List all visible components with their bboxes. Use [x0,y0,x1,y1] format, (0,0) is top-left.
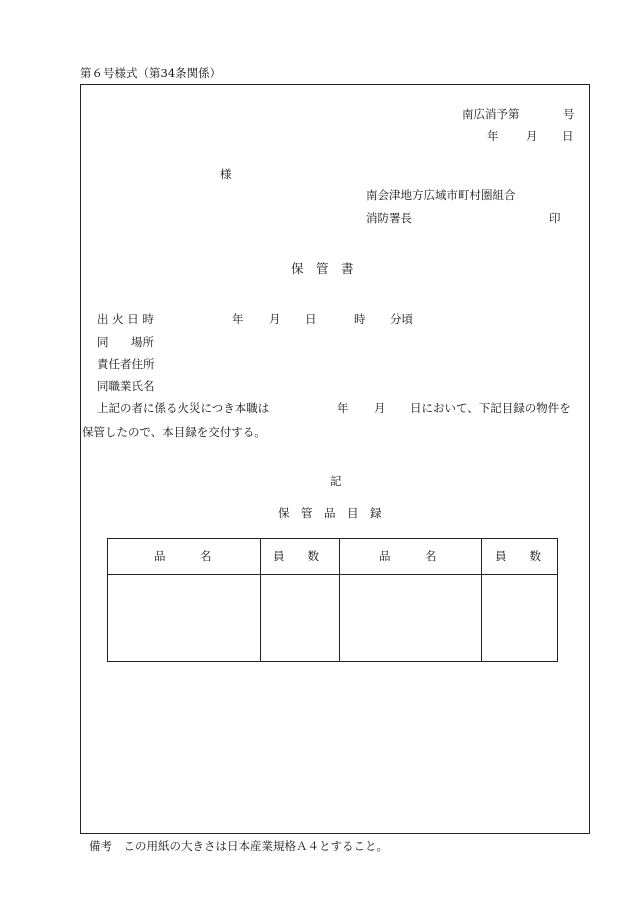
recipient-suffix: 様 [220,167,232,181]
fire-dt-minute: 分頃 [390,312,413,326]
date-year: 年 [487,129,499,143]
body-text-part2: 日において、下記目録の物件を [410,401,571,415]
issuer-organization: 南会津地方広域市町村圏組合 [366,188,516,202]
issuer-title: 消防署長 [366,211,412,225]
date-day: 日 [562,129,574,143]
body-text-line2: 保管したので、本目録を交付する。 [82,425,266,439]
seal-mark: 印 [549,211,561,225]
table-header-item-name-2: 品 名 [379,549,437,563]
fire-datetime-label: 出 火 日 時 [97,312,154,326]
document-title: 保 管 書 [291,261,354,276]
table-col-divider [481,539,482,661]
form-label: 第６号様式（第34条関係） [80,66,222,80]
list-title: 保 管 品 目 録 [278,506,382,520]
responsible-address-label: 責任者住所 [97,357,155,371]
date-month: 月 [526,129,538,143]
fire-dt-hour: 時 [354,312,366,326]
item-table [107,538,558,662]
table-header-quantity-1: 員 数 [273,549,319,563]
table-header-divider [108,574,557,575]
table-col-divider [260,539,261,661]
body-text-year: 年 [337,401,349,415]
place-label-2: 場所 [131,335,154,349]
body-text-part1: 上記の者に係る火災につき本職は [97,401,270,415]
fire-dt-year: 年 [232,312,244,326]
table-header-quantity-2: 員 数 [495,549,541,563]
footnote: 備考 この用紙の大きさは日本産業規格Ａ４とすること。 [89,839,388,853]
ki-heading: 記 [330,474,342,488]
fire-dt-day: 日 [305,312,317,326]
fire-dt-month: 月 [269,312,281,326]
place-label-1: 同 [97,335,109,349]
table-header-item-name-1: 品 名 [154,549,212,563]
table-col-divider [339,539,340,661]
doc-number-prefix: 南広消予第 [462,107,520,121]
doc-number-suffix: 号 [563,107,575,121]
body-text-month: 月 [374,401,386,415]
occupation-name-label: 同職業氏名 [97,379,155,393]
